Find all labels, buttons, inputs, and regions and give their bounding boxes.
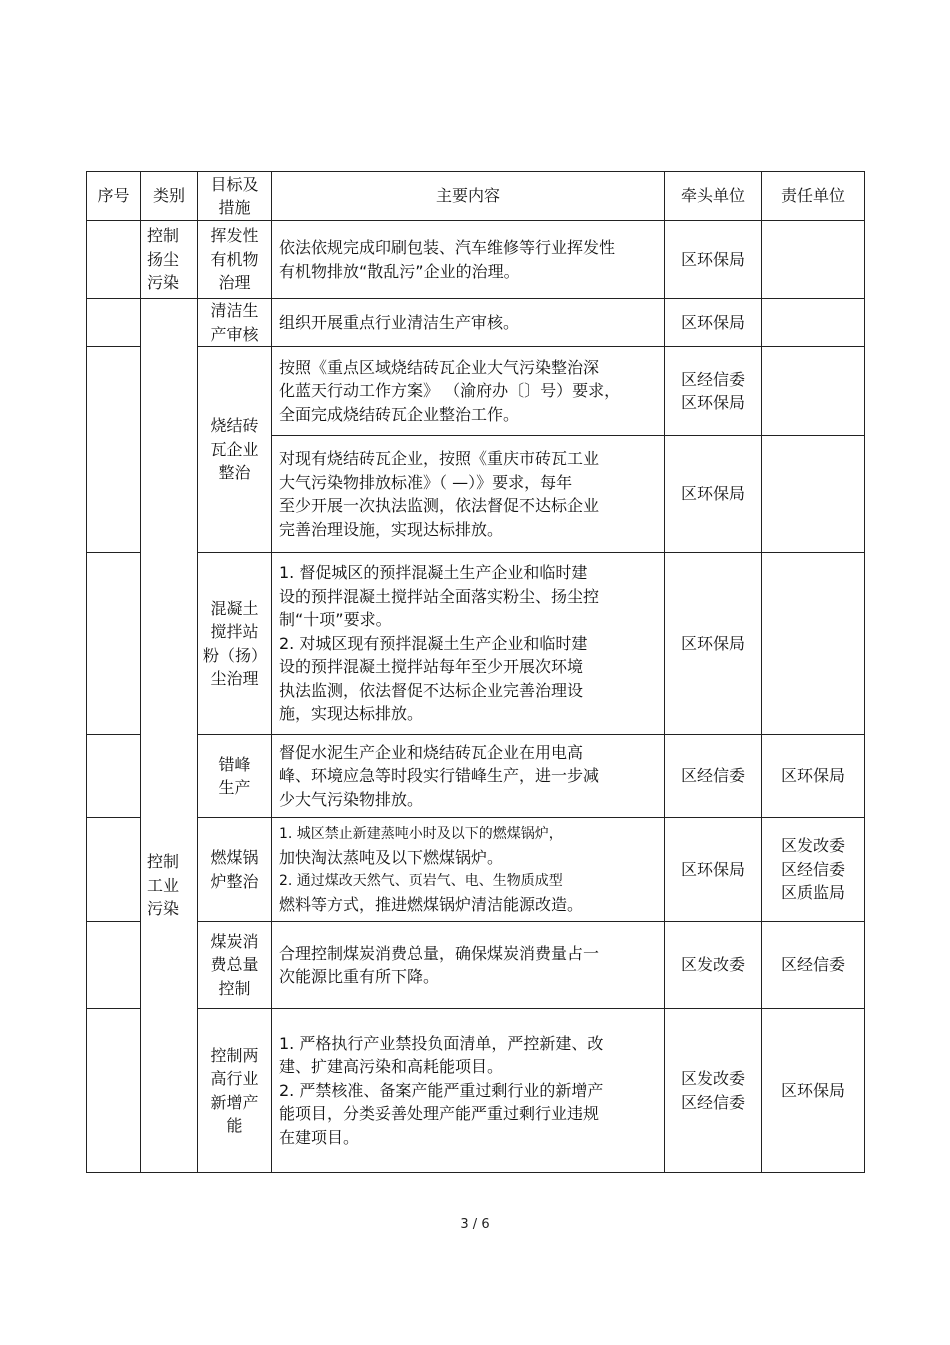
header-responsible: 责任单位 xyxy=(762,172,865,221)
measures-table xyxy=(86,171,865,1173)
table-row xyxy=(87,1009,865,1173)
row-responsible-unit xyxy=(762,436,865,553)
row-lead-unit: 区经信委 区环保局 xyxy=(665,347,762,436)
row-measure: 控制两 高行业 新增产 能 xyxy=(198,1009,272,1173)
merged-category-industrial: 控制 工业 污染 xyxy=(141,299,198,1173)
row-content: 依法依规完成印刷包装、汽车维修等行业挥发性 有机物排放“散乱污”企业的治理。 xyxy=(272,221,665,299)
row-lead-unit: 区环保局 xyxy=(665,436,762,553)
row-content: 1. 督促城区的预拌混凝土生产企业和临时建 设的预拌混凝土搅拌站全面落实粉尘、扬尘控 制“十项”要求。 2. 对城区现有预拌混凝土生产企业和临时建 设的预拌混凝土搅拌站每年至少开展次环境 执法监测，依法督促不达标企业完善治理设 施，实现达标排放。 xyxy=(272,553,665,735)
row-content: 对现有烧结砖瓦企业，按照《重庆市砖瓦工业 大气污染物排放标准》（ —）》要求，每年 至少开展一次执法监测，依法督促不达标企业 完善治理设施，实现达标排放。 xyxy=(272,436,665,553)
row-content: 按照《重点区域烧结砖瓦企业大气污染整治深 化蓝天行动工作方案》 （渝府办〔〕号）要求， 全面完成烧结砖瓦企业整治工作。 xyxy=(272,347,665,436)
row-seq xyxy=(87,553,141,735)
header-seq: 序号 xyxy=(87,172,141,221)
header-measure: 目标及 措施 xyxy=(198,172,272,221)
row-category: 控制 扬尘 污染 xyxy=(141,221,198,299)
row-seq xyxy=(87,818,141,922)
row-lead-unit: 区环保局 xyxy=(665,553,762,735)
table-row xyxy=(87,735,865,818)
row-lead-unit: 区发改委 区经信委 xyxy=(665,1009,762,1173)
row-responsible-unit: 区发改委 区经信委 区质监局 xyxy=(762,818,865,922)
table-row xyxy=(87,347,865,436)
table-row xyxy=(87,922,865,1009)
row-lead-unit: 区经信委 xyxy=(665,735,762,818)
header-category: 类别 xyxy=(141,172,198,221)
header-lead: 牵头单位 xyxy=(665,172,762,221)
row-seq xyxy=(87,1009,141,1173)
row-seq xyxy=(87,922,141,1009)
table-row xyxy=(87,221,865,299)
row-responsible-unit: 区经信委 xyxy=(762,922,865,1009)
row-measure: 混凝土 搅拌站 粉（扬） 尘治理 xyxy=(198,553,272,735)
table-row xyxy=(87,818,865,922)
row-lead-unit: 区环保局 xyxy=(665,299,762,347)
header-row xyxy=(87,172,865,221)
row-measure: 煤炭消 费总量 控制 xyxy=(198,922,272,1009)
row-content: 1. 城区禁止新建蒸吨小时及以下的燃煤锅炉， 加快淘汰蒸吨及以下燃煤锅炉。 2. 通过煤改天然气、页岩气、电、生物质成型 燃料等方式，推进燃煤锅炉清洁能源改造。 xyxy=(272,818,665,922)
row-responsible-unit: 区环保局 xyxy=(762,735,865,818)
row-measure: 烧结砖 瓦企业 整治 xyxy=(198,347,272,553)
row-responsible-unit xyxy=(762,299,865,347)
row-lead-unit: 区发改委 xyxy=(665,922,762,1009)
table-row xyxy=(87,553,865,735)
page-number: 3 / 6 xyxy=(460,1217,490,1232)
row-content: 督促水泥生产企业和烧结砖瓦企业在用电高 峰、环境应急等时段实行错峰生产，进一步减 少大气污染物排放。 xyxy=(272,735,665,818)
row-measure: 燃煤锅 炉整治 xyxy=(198,818,272,922)
row-measure: 挥发性 有机物 治理 xyxy=(198,221,272,299)
row-measure: 错峰 生产 xyxy=(198,735,272,818)
row-responsible-unit xyxy=(762,221,865,299)
row-content: 合理控制煤炭消费总量，确保煤炭消费量占一 次能源比重有所下降。 xyxy=(272,922,665,1009)
row-seq xyxy=(87,299,141,347)
header-content: 主要内容 xyxy=(272,172,665,221)
row-seq xyxy=(87,735,141,818)
table-row xyxy=(87,299,865,347)
row-seq xyxy=(87,221,141,299)
row-content: 1. 严格执行产业禁投负面清单，严控新建、改 建、扩建高污染和高耗能项目。 2. 严禁核准、备案产能严重过剩行业的新增产 能项目，分类妥善处理产能严重过剩行业违规 在建项目。 xyxy=(272,1009,665,1173)
row-responsible-unit xyxy=(762,553,865,735)
row-seq xyxy=(87,347,141,553)
row-responsible-unit xyxy=(762,347,865,436)
row-lead-unit: 区环保局 xyxy=(665,818,762,922)
row-measure: 清洁生 产审核 xyxy=(198,299,272,347)
row-lead-unit: 区环保局 xyxy=(665,221,762,299)
row-content: 组织开展重点行业清洁生产审核。 xyxy=(272,299,665,347)
row-responsible-unit: 区环保局 xyxy=(762,1009,865,1173)
